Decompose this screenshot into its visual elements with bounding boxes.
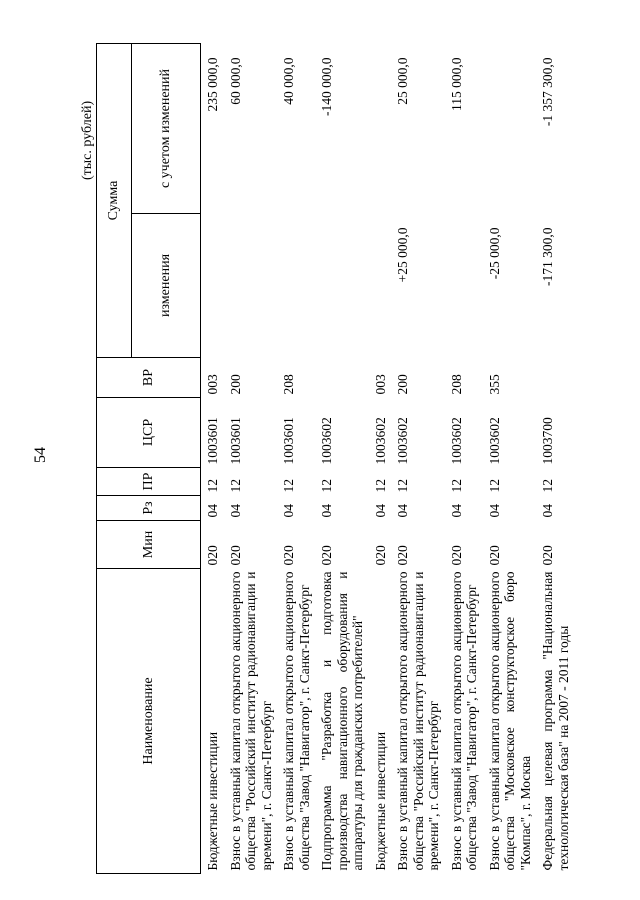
- row-vr: 003: [372, 374, 388, 395]
- row-total: 115 000,0: [448, 57, 464, 111]
- row-changes: [277, 214, 315, 358]
- row-vr: 200: [395, 374, 410, 395]
- row-rz: 04: [319, 504, 334, 518]
- row-pr: 12: [540, 479, 555, 493]
- table-row: [277, 44, 315, 874]
- row-csr: 1003601: [281, 417, 296, 465]
- row-name: Взнос в уставный капитал открытого акционерного общества "Российский институт радионавигации и времени", г. Санкт-Петербург: [395, 571, 441, 871]
- row-vr: 355: [486, 374, 502, 395]
- row-csr: 1003601: [227, 417, 243, 465]
- header-rz: Рз: [97, 496, 201, 521]
- row-name: Взнос в уставный капитал открытого акционерного общества "Завод "Навигатор", г. Санкт-Петербург: [448, 571, 479, 871]
- row-changes: [445, 214, 483, 358]
- row-min: 020: [395, 545, 410, 566]
- row-name: Взнос в уставный капитал открытого акционерного общества "Российский институт радионавигации и времени", г. Санкт-Петербург: [227, 571, 274, 871]
- row-pr: 12: [395, 479, 410, 493]
- row-pr: 12: [486, 479, 502, 493]
- row-changes: +25 000,0: [395, 227, 410, 283]
- row-min: 020: [486, 545, 502, 566]
- row-rz: 04: [227, 504, 243, 518]
- row-min: 020: [448, 545, 464, 566]
- row-total: -140 000,0: [319, 57, 334, 116]
- row-name: Бюджетные инвестиции: [372, 731, 388, 871]
- header-vr: ВР: [97, 358, 201, 398]
- row-csr: 1003602: [486, 417, 502, 465]
- row-vr: [315, 358, 369, 398]
- row-rz: 04: [281, 504, 296, 518]
- table-row: [536, 44, 574, 874]
- row-rz: 04: [372, 504, 388, 518]
- row-name: Взнос в уставный капитал открытого акционерного общества "Завод "Навигатор", г. Санкт-Петербург: [281, 571, 312, 871]
- header-sum: Сумма: [97, 44, 132, 358]
- budget-table: [96, 43, 574, 874]
- header-pr: ПР: [97, 468, 201, 496]
- row-vr: 208: [448, 374, 464, 395]
- row-rz: 04: [395, 504, 410, 518]
- header-min: Мин: [97, 521, 201, 569]
- row-csr: 1003602: [448, 417, 464, 465]
- row-total: 25 000,0: [395, 57, 410, 105]
- table-row: [201, 44, 224, 874]
- row-total: [483, 44, 537, 214]
- row-min: 020: [540, 545, 555, 566]
- row-rz: 04: [540, 504, 555, 518]
- row-vr: 200: [227, 374, 243, 395]
- row-rz: 04: [205, 504, 220, 518]
- row-csr: 1003602: [395, 417, 410, 465]
- row-pr: 12: [227, 479, 243, 493]
- row-vr: 208: [281, 374, 296, 395]
- row-rz: 04: [486, 504, 502, 518]
- row-min: 020: [319, 545, 334, 566]
- page-number: 54: [32, 447, 49, 463]
- row-changes: [315, 214, 369, 358]
- row-pr: 12: [281, 479, 296, 493]
- row-changes: -25 000,0: [486, 227, 502, 280]
- row-csr: 1003700: [540, 417, 555, 465]
- row-pr: 12: [448, 479, 464, 493]
- header-csr: ЦСР: [97, 398, 201, 468]
- row-min: 020: [205, 545, 220, 566]
- row-total: [369, 44, 392, 214]
- table-row: [224, 44, 278, 874]
- header-with-changes: с учетом изменений: [132, 44, 201, 214]
- row-pr: 12: [372, 479, 388, 493]
- row-vr: 003: [205, 374, 220, 395]
- row-vr: [536, 358, 574, 398]
- row-changes: [369, 214, 392, 358]
- row-csr: 1003602: [372, 417, 388, 465]
- row-total: -1 357 300,0: [540, 57, 555, 127]
- table-row: [445, 44, 483, 874]
- table-row: [315, 44, 369, 874]
- row-rz: 04: [448, 504, 464, 518]
- row-name: Бюджетные инвестиции: [205, 731, 220, 871]
- row-pr: 12: [205, 479, 220, 493]
- header-name: Наименование: [97, 569, 201, 874]
- row-total: 60 000,0: [227, 57, 243, 105]
- row-changes: [224, 214, 278, 358]
- row-name: Взнос в уставный капитал открытого акционерного общества "Московское конструкторское бюро "Компас", г. Москва: [486, 571, 533, 871]
- row-csr: 1003601: [205, 417, 220, 465]
- row-min: 020: [227, 545, 243, 566]
- row-min: 020: [372, 545, 388, 566]
- units-label: (тыс. рублей): [80, 100, 95, 180]
- row-csr: 1003602: [319, 417, 334, 465]
- row-pr: 12: [319, 479, 334, 493]
- table-row: [369, 44, 392, 874]
- row-changes: -171 300,0: [540, 227, 555, 286]
- table-row: [391, 44, 445, 874]
- table-row: [483, 44, 537, 874]
- row-total: 235 000,0: [205, 57, 220, 112]
- row-min: 020: [281, 545, 296, 566]
- header-changes: изменения: [132, 214, 201, 358]
- row-changes: [201, 214, 224, 358]
- table-body: [201, 44, 575, 874]
- row-name: Федеральная целевая программа "Национальная технологическая база" на 2007 - 2011 годы: [540, 571, 571, 871]
- budget-table-rotated: [96, 44, 571, 874]
- row-name: Подпрограмма "Разработка и подготовка производства навигационного оборудования и аппаратуры для гражданских потребителей": [319, 571, 365, 871]
- row-total: 40 000,0: [281, 57, 296, 105]
